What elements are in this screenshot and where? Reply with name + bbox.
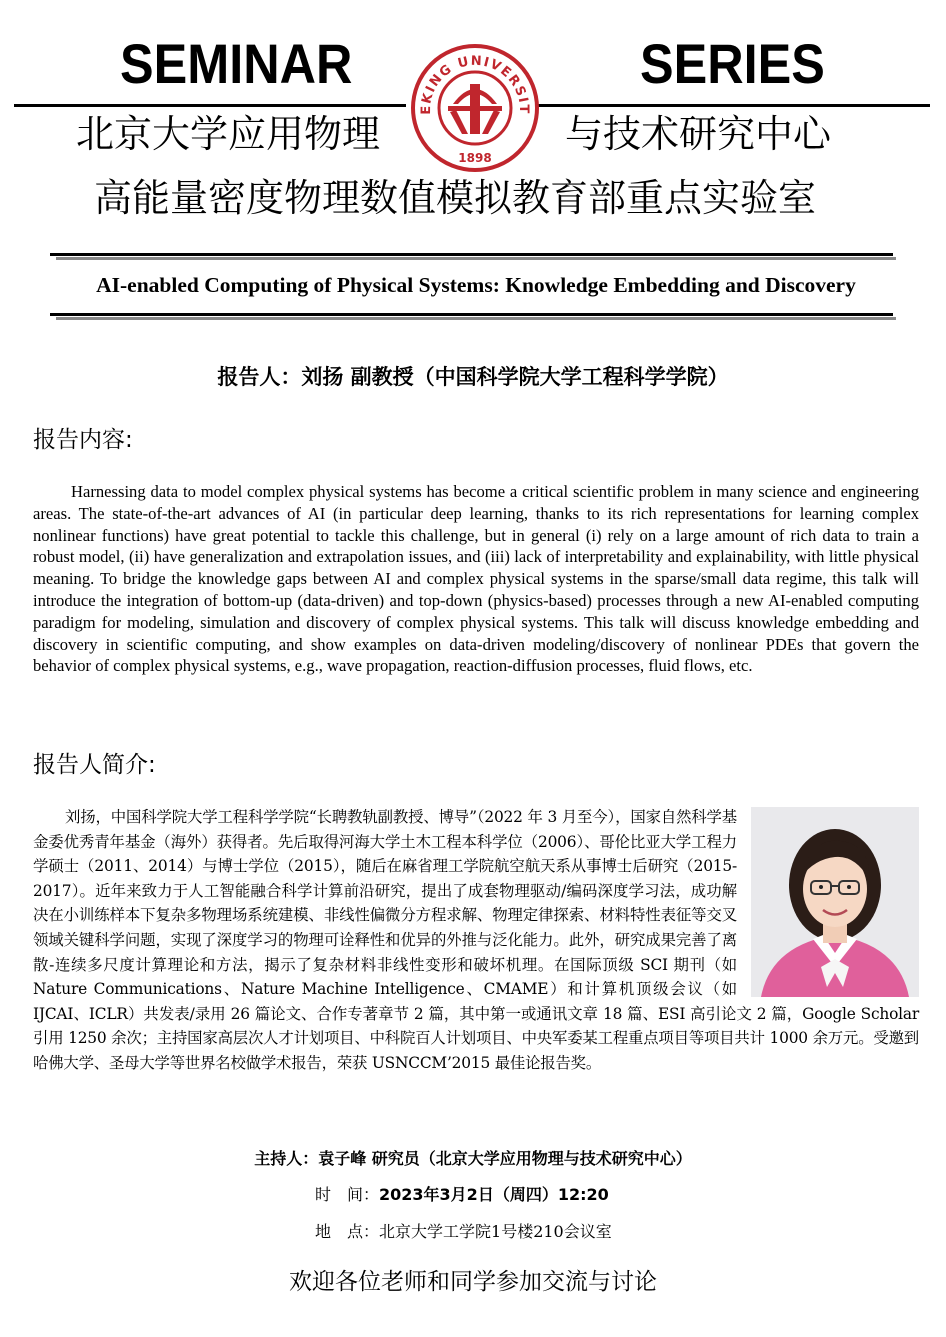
- host-line: 主持人：袁子峰 研究员（北京大学应用物理与技术研究中心）: [254, 1149, 692, 1168]
- lab-name: 高能量密度物理数值模拟教育部重点实验室: [93, 176, 816, 220]
- time-label: 时 间：: [315, 1185, 380, 1204]
- bio-text: 刘扬，中国科学院大学工程科学学院“长聘教轨副教授、博导”（2022 年 3 月至今），国家自然科学基金委优秀青年基金（海外）获得者。先后取得河海大学土木工程本科学位（2006）、哥伦比亚大学工程力学硕士（2011、2014）与博士学位（2015），随后在麻省理工学院航空航天系从事博士后研究（2015-2017）。近年来致力于人工智能融合科学计算前沿研究，提出了成套物理驱动/编码深度学习法，成功解决在小训练样本下复杂多物理场系统建模、非线性偏微分方程求解、物理定律探索、材料特性表征等交叉领域关键科学问题，实现了深度学习的物理可诠释性和优异的外推与泛化能力。此外，研究成果完善了离散-连续多尺度计算理论和方法，揭示了复杂材料非线性变形和破坏机理。在国际顶级 SCI 期刊（如 Nature Communications、Nature Machine Intelligence、CMAME）和计算机顶级会议（如 IJCAI、ICLR）共发表/录用 26 篇论文、合作专著章节 2 篇，其中第一或通讯文章 18 篇、ESI 高引论文 2 篇，Google Scholar 引用 1250 余次；主持国家高层次人才计划项目、中科院百人计划项目、中央军委某工程重点项目等项目共计 1000 余万元。受邀到哈佛大学、圣母大学等世界名校做学术报告，荣获 USNCCM’2015 最佳论报告奖。: [33, 808, 919, 1072]
- speaker-photo: [751, 807, 919, 997]
- header-rule-left: [14, 104, 406, 107]
- seal-text: EKING UNIVERSIT: [418, 53, 532, 115]
- time-line: [315, 1183, 609, 1207]
- center-name-left: 北京大学应用物理: [76, 112, 381, 156]
- bio-block: [33, 805, 919, 1076]
- seminar-heading: SEMINAR: [120, 32, 353, 95]
- place-line: [315, 1220, 612, 1244]
- place-label: 地 点：: [315, 1222, 380, 1241]
- bio-heading: 报告人简介:: [33, 752, 156, 778]
- welcome-line: 欢迎各位老师和同学参加交流与讨论: [289, 1269, 657, 1295]
- place-value: 北京大学工学院1号楼210会议室: [379, 1222, 612, 1241]
- center-name-right: 与技术研究中心: [565, 112, 832, 156]
- abstract-text: Harnessing data to model complex physical systems has become a critical scientific problem in many science and engineering areas. The state-of-the-art advances of AI (in particular deep learning, thanks to its rich representations for learning complex nonlinear functions) have great potential to tackle this challenge, but in general (i) rely on a large amount of rich data to train a robust model, (ii) have generalization and extrapolation issues, and (iii) lack of interpretability and explainability, with little physical meaning. To bridge the knowledge gaps between AI and complex physical systems in the sparse/small data regime, this talk will introduce the integration of bottom-up (data-driven) and top-down (physics-based) processes through a new AI-enabled computing paradigm for modeling, simulation and discovery of complex physical systems. This talk will discuss knowledge embedding and discovery in scientific computing, and show examples on data-driven modeling/discovery of nonlinear PDEs that govern the behavior of complex physical systems, e.g., wave propagation, reaction-diffusion processes, fluid flows, etc.: [33, 482, 919, 676]
- abstract-heading: 报告内容:: [33, 427, 133, 453]
- speaker-line: 报告人：刘扬 副教授（中国科学院大学工程科学学院）: [217, 365, 729, 389]
- svg-text:PEKING UNIVERSITY: [408, 44, 531, 115]
- title-rule-bottom-shadow: [56, 317, 896, 320]
- series-heading: SERIES: [640, 32, 825, 95]
- title-rule-top: [50, 253, 893, 256]
- time-value: 2023年3月2日（周四）12:20: [379, 1185, 609, 1204]
- header-rule-right: [538, 104, 930, 107]
- title-rule-top-shadow: [56, 257, 896, 260]
- peking-university-seal-icon: [408, 44, 542, 172]
- seal-year: 1898: [458, 151, 492, 165]
- talk-title: AI-enabled Computing of Physical Systems: Knowledge Embedding and Discovery: [96, 273, 856, 297]
- title-rule-bottom: [50, 313, 893, 316]
